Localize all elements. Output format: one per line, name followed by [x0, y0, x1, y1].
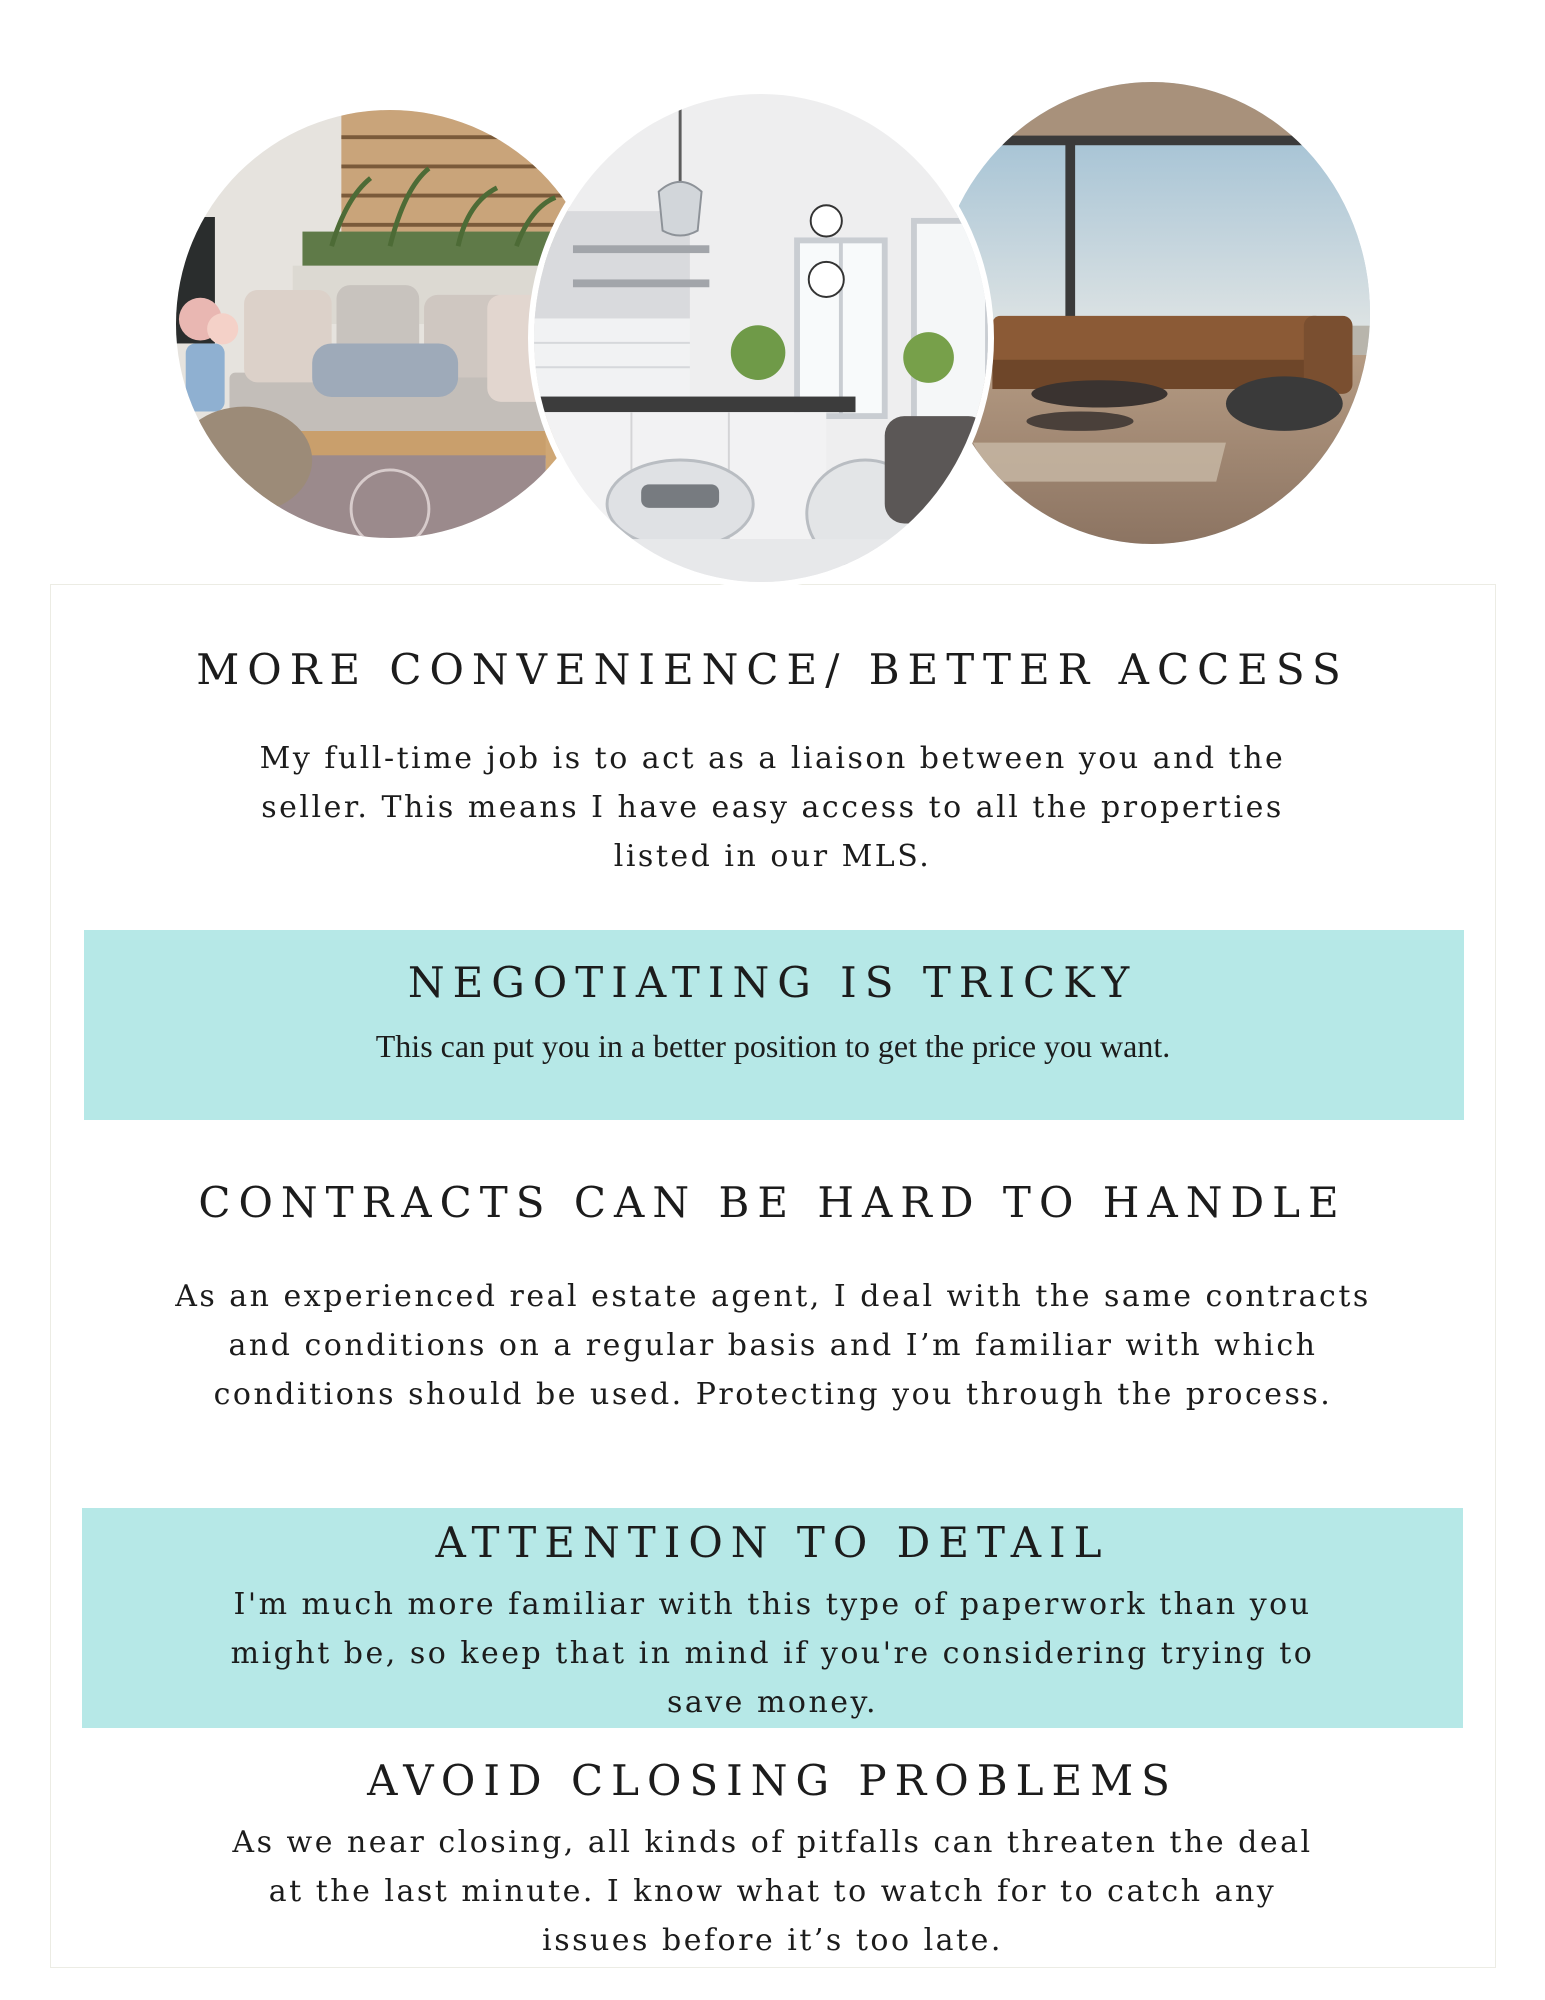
kitchen-photo — [528, 88, 994, 588]
living-room-photo — [928, 76, 1376, 550]
section-heading-closing: AVOID CLOSING PROBLEMS — [367, 1756, 1178, 1805]
section-heading-negotiating: NEGOTIATING IS TRICKY — [407, 958, 1138, 1007]
section-body-negotiating: This can put you in a better position to get the price you want. — [375, 1028, 1171, 1064]
section-body-attention: I'm much more familiar with this type of paperwork than you might be, so keep that in mind if you're considering trying to save money. — [230, 1587, 1315, 1720]
section-body-closing: As we near closing, all kinds of pitfalls can threaten the deal at the last minute. I know what to watch for to catch any issues before it’s too late. — [232, 1825, 1313, 1958]
section-heading-attention: ATTENTION TO DETAIL — [435, 1518, 1110, 1567]
section-heading-convenience: MORE CONVENIENCE/ BETTER ACCESS — [196, 645, 1349, 694]
section-body-contracts: As an experienced real estate agent, I deal with the same contracts and conditions on a regular basis and I’m familiar with which conditions should be used. Protecting you through the process. — [175, 1279, 1371, 1412]
section-heading-contracts: CONTRACTS CAN BE HARD TO HANDLE — [198, 1178, 1347, 1227]
section-body-convenience: My full-time job is to act as a liaison between you and the seller. This means I have easy access to all the properties listed in our MLS. — [259, 741, 1286, 874]
